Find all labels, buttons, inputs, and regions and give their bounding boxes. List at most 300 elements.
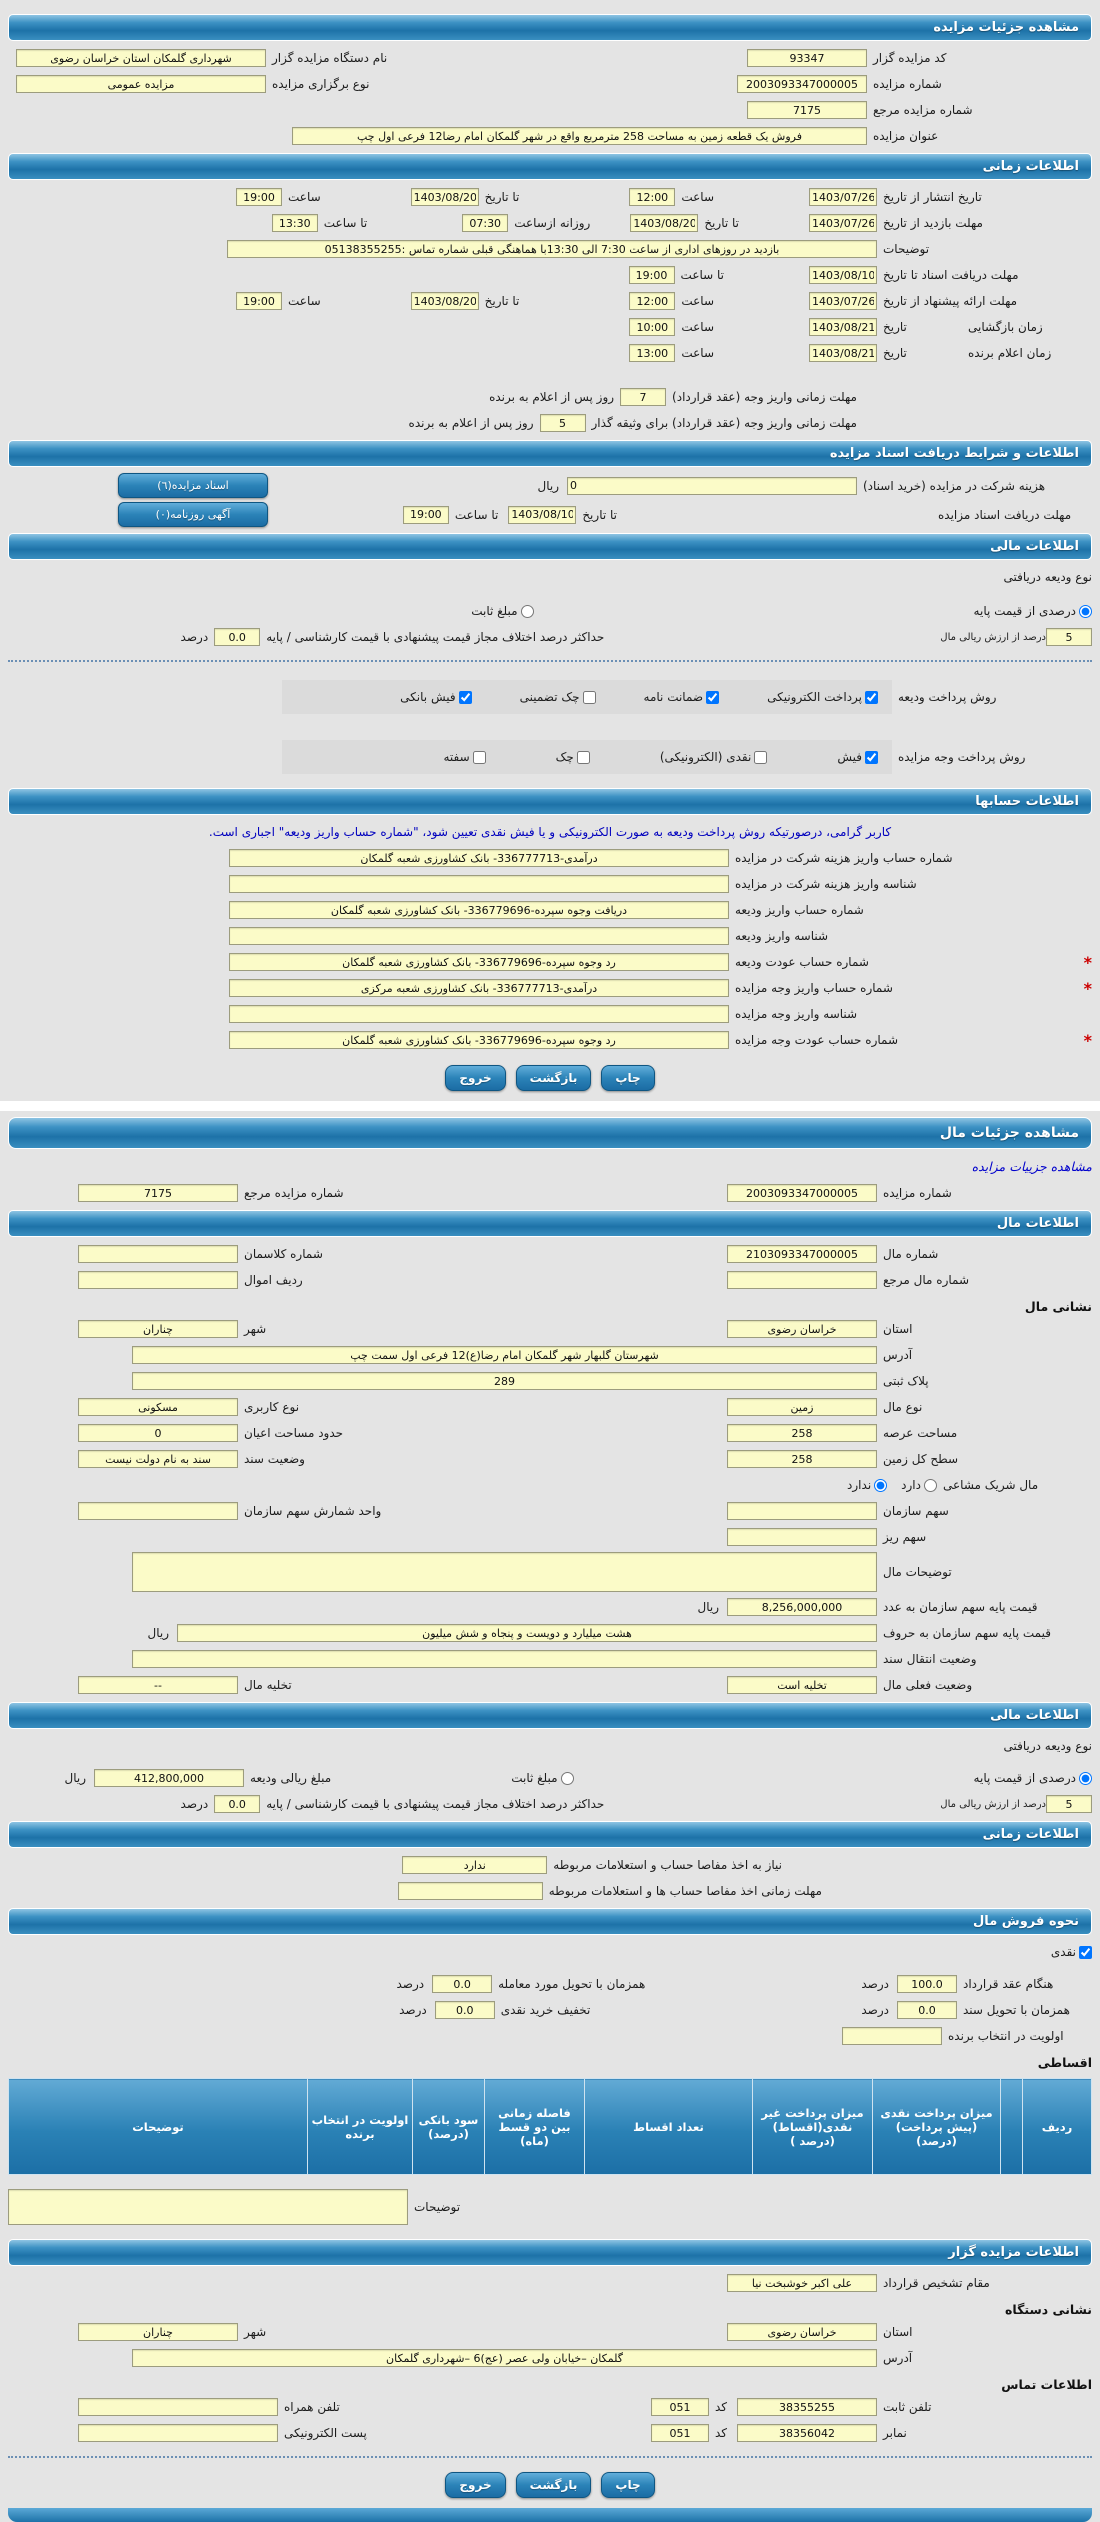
land-area-row bbox=[8, 1422, 1092, 1444]
deed-delivery-label: همزمان با تحویل سند bbox=[963, 2003, 1070, 2017]
publish-from-time-input[interactable] bbox=[629, 188, 675, 206]
to-date-label: تا تاریخ bbox=[484, 190, 520, 204]
to-date-label: تا تاریخ bbox=[484, 294, 520, 308]
item-ref-number-row bbox=[8, 1269, 1092, 1291]
joint-owner-yes-radio[interactable] bbox=[901, 1478, 937, 1492]
section-header-sale-method: نحوه فروش مال bbox=[8, 1908, 1092, 1935]
panel1-buttons bbox=[8, 1065, 1092, 1091]
electronic-payment-checkbox[interactable] bbox=[767, 690, 878, 704]
seller-address-input[interactable] bbox=[132, 2349, 877, 2367]
seller-province-row bbox=[8, 2321, 1092, 2343]
check-label: چک bbox=[555, 750, 574, 764]
seller-province-label: استان bbox=[883, 2325, 913, 2339]
auction-payment-account-input[interactable] bbox=[229, 979, 729, 997]
deposit-type-label-2: نوع ودیعه دریافتی bbox=[1003, 1739, 1092, 1753]
auction-number-label: شماره مزایده bbox=[873, 77, 942, 91]
to-date-label: تا تاریخ bbox=[704, 216, 739, 230]
col-blank bbox=[1001, 2079, 1023, 2175]
hour-label: ساعت bbox=[681, 320, 714, 334]
seller-city-input[interactable] bbox=[78, 2323, 238, 2341]
check-checkbox[interactable] bbox=[556, 750, 590, 764]
rial-label: ریال bbox=[64, 1771, 87, 1785]
auction-title-row bbox=[8, 125, 1092, 147]
view-auction-details-link[interactable]: مشاهده جزییات مزایده bbox=[971, 1159, 1092, 1174]
auction-number-input[interactable] bbox=[737, 75, 867, 93]
contract-percent-row bbox=[8, 1973, 1092, 1995]
item-number-row bbox=[8, 1243, 1092, 1265]
seller-province-input[interactable] bbox=[727, 2323, 877, 2341]
auction-code-label: کد مزایده گزار bbox=[873, 51, 947, 65]
fee-deposit-id-label: شناسه واریز هزینه شرکت در مزایده bbox=[735, 877, 917, 891]
auction-payment-id-label: شناسه واریز وجه مزایده bbox=[735, 1007, 858, 1021]
check-checkbox-input[interactable] bbox=[577, 751, 590, 764]
clearance-deadline-label: مهلت زمانی اخذ مفاصا حساب ها و استعلامات مربوطه bbox=[548, 1884, 822, 1898]
joint-owner-label: مال شریک مشاعی bbox=[943, 1478, 1039, 1492]
seller-address-subheader: نشانی دستگاه bbox=[1005, 2302, 1092, 2317]
col-bank-interest: سود بانکی (درصد) bbox=[413, 2079, 485, 2175]
account-row bbox=[8, 899, 1092, 921]
usage-type-input[interactable] bbox=[78, 1398, 238, 1416]
offer-from-date-input[interactable] bbox=[809, 292, 877, 310]
auction-ref-input[interactable] bbox=[747, 101, 867, 119]
item-type-row bbox=[8, 1396, 1092, 1418]
item-ref-number-input[interactable] bbox=[727, 1271, 877, 1289]
back-button[interactable]: بازگشت bbox=[516, 1065, 592, 1091]
item-address-subheader: نشانی مال bbox=[1024, 1299, 1092, 1314]
percent-of-base-radio-2-label: درصدی از قیمت پایه bbox=[973, 1771, 1076, 1785]
promissory-note-checkbox-input[interactable] bbox=[473, 751, 486, 764]
joint-owner-no-radio[interactable] bbox=[847, 1478, 887, 1492]
percent-label: درصد bbox=[399, 2003, 427, 2017]
deposit-percent-row-2 bbox=[8, 1793, 1092, 1815]
land-area-input[interactable] bbox=[727, 1424, 877, 1442]
account-row bbox=[8, 925, 1092, 947]
fax-label: نمابر bbox=[883, 2426, 907, 2440]
base-price-words-label: قیمت پایه سهم سازمان به حروف bbox=[883, 1626, 1051, 1640]
deposit-method-row bbox=[8, 680, 1092, 714]
auction-type-input[interactable] bbox=[16, 75, 266, 93]
auction-code-row bbox=[8, 47, 1092, 69]
winner-time-label: زمان اعلام برنده bbox=[968, 346, 1052, 360]
contract-pay-days-label: مهلت زمانی واریز وجه (عقد قرارداد) bbox=[672, 390, 857, 404]
section-header-accounts-info: اطلاعات حسابها bbox=[8, 788, 1092, 815]
base-price-words-row bbox=[8, 1622, 1092, 1644]
seller-city-label: شهر bbox=[244, 2325, 267, 2339]
deposit-type-row-2 bbox=[8, 1735, 1092, 1757]
col-installment-count: تعداد اقساط bbox=[585, 2079, 753, 2175]
item-current-status-label: وضعیت فعلی مال bbox=[883, 1678, 973, 1692]
usage-type-label: نوع کاربری bbox=[244, 1400, 300, 1414]
evacuation-label: تخلیه مال bbox=[244, 1678, 292, 1692]
opening-time-label: زمان بازگشایی bbox=[968, 320, 1043, 334]
delivery-percent-input[interactable] bbox=[432, 1975, 492, 1993]
offer-to-date-input[interactable] bbox=[411, 292, 479, 310]
mobile-label: تلفن همراه bbox=[284, 2400, 340, 2414]
offer-from-time-input[interactable] bbox=[629, 292, 675, 310]
guarantee-letter-label: ضمانت نامه bbox=[643, 690, 704, 704]
item-ref-number-label: شماره مال مرجع bbox=[883, 1273, 970, 1287]
item-type-input[interactable] bbox=[727, 1398, 877, 1416]
winner-announce-time-input[interactable] bbox=[629, 344, 675, 362]
docs-deadline-date-input[interactable] bbox=[809, 266, 877, 284]
deposit-amount-label: مبلغ ریالی ودیعه bbox=[250, 1771, 332, 1785]
joint-owner-row bbox=[8, 1474, 1092, 1496]
contract-authority-input[interactable] bbox=[727, 2274, 877, 2292]
auction-payment-method-row bbox=[8, 740, 1092, 774]
daily-from-hour-label: روزانه ازساعت bbox=[514, 216, 591, 230]
fixed-amount-radio-label: مبلغ ثابت bbox=[471, 604, 518, 618]
deed-delivery-input[interactable] bbox=[897, 2001, 957, 2019]
max-diff-label: حداکثر درصد اختلاف مجاز قیمت پیشنهادی با قیمت کارشناسی / پایه bbox=[266, 630, 605, 644]
bank-slip-checkbox[interactable] bbox=[400, 690, 471, 704]
joint-owner-yes-radio-input[interactable] bbox=[924, 1479, 937, 1492]
section-header-seller-info: اطلاعات مزایده گزار bbox=[8, 2239, 1092, 2266]
offer-to-time-input[interactable] bbox=[236, 292, 282, 310]
cash-sale-row bbox=[8, 1941, 1092, 1963]
deposit-percent-input-2[interactable] bbox=[1046, 1795, 1092, 1813]
print-button[interactable]: چاپ bbox=[601, 2472, 654, 2498]
docs-receive-date-input[interactable] bbox=[508, 506, 576, 524]
col-noncash-payment: میزان پرداخت غیر نقدی(اقساط) (درصد ) bbox=[753, 2079, 873, 2175]
time-desc-label: توضیحات bbox=[883, 242, 930, 256]
docs-deadline-label: مهلت دریافت اسناد تا تاریخ bbox=[883, 268, 1019, 282]
docs-receive-deadline-label: مهلت دریافت اسناد مزایده bbox=[938, 507, 1072, 522]
fixed-amount-radio[interactable] bbox=[471, 604, 533, 618]
section-header-item-details: مشاهده جزئیات مال bbox=[8, 1117, 1092, 1149]
joint-owner-yes-label: دارد bbox=[901, 1478, 921, 1492]
deposit-percent-row bbox=[8, 626, 1092, 648]
exit-button[interactable]: خروج bbox=[445, 1065, 505, 1091]
auction-type-label: نوع برگزاری مزایده bbox=[272, 77, 370, 91]
email-label: پست الکترونیکی bbox=[284, 2426, 367, 2440]
item-address-label: آدرس bbox=[883, 1348, 913, 1362]
hour-label: ساعت bbox=[288, 190, 321, 204]
docs-receive-time-input[interactable] bbox=[403, 506, 449, 524]
percent-of-base-radio-input[interactable] bbox=[1079, 605, 1092, 618]
fixed-amount-radio-2-label: مبلغ ثابت bbox=[511, 1771, 558, 1785]
visit-to-time-input[interactable] bbox=[272, 214, 318, 232]
percent-label: درصد bbox=[180, 1797, 209, 1811]
auction-ref-label: شماره مزایده مرجع bbox=[873, 103, 973, 117]
opening-date-input[interactable] bbox=[809, 318, 877, 336]
deposit-percent-input[interactable] bbox=[1046, 628, 1092, 646]
email-input[interactable] bbox=[78, 2424, 278, 2442]
publish-to-date-input[interactable] bbox=[411, 188, 479, 206]
winner-priority-row bbox=[8, 2025, 1092, 2047]
visit-date-row bbox=[8, 212, 1092, 234]
clearance-needed-label: نیاز به اخذ مفاصا حساب و استعلامات مربوطه bbox=[553, 1858, 782, 1872]
panel2-buttons bbox=[8, 2472, 1092, 2498]
fee-deposit-account-label: شماره حساب واریز هزینه شرکت در مزایده bbox=[735, 851, 953, 865]
deposit-amount-input[interactable] bbox=[94, 1769, 244, 1787]
item-auction-ref-input[interactable] bbox=[78, 1184, 238, 1202]
phone-code-input[interactable] bbox=[651, 2398, 709, 2416]
slip-checkbox-input[interactable] bbox=[865, 751, 878, 764]
base-price-words-input[interactable] bbox=[177, 1624, 877, 1642]
to-hour-label: تا ساعت bbox=[454, 507, 499, 522]
fax-input[interactable] bbox=[737, 2424, 877, 2442]
accounts-notice: کاربر گرامی، درصورتیکه روش پرداخت ودیعه به صورت الکترونیکی و یا فیش نقدی تعیین شود، "شماره حساب واریز ودیعه" اجباری است. bbox=[208, 825, 892, 839]
hour-label: ساعت bbox=[681, 346, 714, 360]
mobile-input[interactable] bbox=[78, 2398, 278, 2416]
docs-receive-deadline-row bbox=[8, 502, 1092, 527]
offer-date-row bbox=[8, 290, 1092, 312]
auction-payment-method-label: روش پرداخت وجه مزایده bbox=[898, 750, 1026, 764]
item-province-input[interactable] bbox=[727, 1320, 877, 1338]
time-desc-input[interactable] bbox=[227, 240, 877, 258]
guarantee-letter-checkbox[interactable] bbox=[644, 690, 720, 704]
cash-sale-checkbox[interactable] bbox=[1051, 1945, 1092, 1959]
opening-time-input[interactable] bbox=[629, 318, 675, 336]
auction-refund-account-label: شماره حساب عودت وجه مزایده bbox=[735, 1033, 899, 1047]
seller-address-label: آدرس bbox=[883, 2351, 913, 2365]
slip-checkbox[interactable] bbox=[837, 750, 878, 764]
percent-label: درصد bbox=[180, 630, 209, 644]
rial-label: ریال bbox=[537, 478, 559, 493]
deed-transfer-input[interactable] bbox=[132, 1650, 877, 1668]
section-header-item-info: اطلاعات مال bbox=[8, 1210, 1092, 1237]
certified-check-checkbox[interactable] bbox=[520, 690, 596, 704]
item-city-input[interactable] bbox=[78, 1320, 238, 1338]
phone-row bbox=[8, 2396, 1092, 2418]
electronic-payment-checkbox-input[interactable] bbox=[865, 691, 878, 704]
cash-discount-input[interactable] bbox=[435, 2001, 495, 2019]
classification-number-label: شماره کلاسمان bbox=[244, 1247, 323, 1261]
seller-address-row bbox=[8, 2347, 1092, 2369]
deposit-account-input[interactable] bbox=[229, 901, 729, 919]
account-row bbox=[8, 1003, 1092, 1025]
hour-label: ساعت bbox=[288, 294, 321, 308]
item-address-row bbox=[8, 1344, 1092, 1366]
fee-deposit-id-input[interactable] bbox=[229, 875, 729, 893]
publish-from-date-input[interactable] bbox=[809, 188, 877, 206]
section-header-docs-conditions: اطلاعات و شرایط دریافت اسناد مزایده bbox=[8, 440, 1092, 467]
bank-slip-label: فیش بانکی bbox=[400, 690, 456, 704]
winner-time-row bbox=[8, 342, 1092, 364]
sub-share-label: سهم ریز bbox=[883, 1530, 927, 1544]
visit-from-time-input[interactable] bbox=[462, 214, 508, 232]
date-label: تاریخ bbox=[883, 320, 907, 334]
deposit-refund-account-input[interactable] bbox=[229, 953, 729, 971]
deposit-percent-label-2: درصد از ارزش ریالی مال bbox=[940, 1798, 1046, 1810]
contract-authority-label: مقام تشخیص قرارداد bbox=[883, 2276, 990, 2290]
publish-to-time-input[interactable] bbox=[236, 188, 282, 206]
account-row bbox=[8, 977, 1092, 999]
item-auction-number-label: شماره مزایده bbox=[883, 1186, 952, 1200]
participation-fee-input[interactable] bbox=[567, 477, 857, 495]
offer-date-label: مهلت ارائه پیشنهاد از تاریخ bbox=[883, 294, 1018, 308]
registration-plate-input[interactable] bbox=[132, 1372, 877, 1390]
back-button[interactable]: بازگشت bbox=[516, 2472, 592, 2498]
sub-share-row bbox=[8, 1526, 1092, 1548]
visit-from-date-input[interactable] bbox=[809, 214, 877, 232]
item-address-input[interactable] bbox=[132, 1346, 877, 1364]
promissory-note-checkbox[interactable] bbox=[443, 750, 485, 764]
publish-date-row bbox=[8, 186, 1092, 208]
classification-number-input[interactable] bbox=[78, 1245, 238, 1263]
deed-status-label: وضعیت سند bbox=[244, 1452, 305, 1466]
auction-payment-method-group bbox=[282, 740, 892, 774]
sale-desc-textarea[interactable] bbox=[8, 2189, 408, 2225]
percent-label: درصد bbox=[396, 1977, 425, 1991]
cash-electronic-checkbox-input[interactable] bbox=[754, 751, 767, 764]
item-type-label: نوع مال bbox=[883, 1400, 923, 1414]
fixed-amount-radio-2[interactable] bbox=[511, 1771, 573, 1785]
newspaper-ad-button[interactable]: آگهی روزنامه(٠) bbox=[118, 502, 268, 527]
col-cash-payment: میزان پرداخت نقدی (پیش پرداخت) (درصد) bbox=[873, 2079, 1001, 2175]
code-label: کد bbox=[714, 2400, 727, 2414]
slip-label: فیش bbox=[837, 750, 862, 764]
cash-discount-label: تخفیف خرید نقدی bbox=[500, 2003, 591, 2017]
item-province-label: استان bbox=[883, 1322, 913, 1336]
panel-divider bbox=[0, 1101, 1100, 1111]
account-row bbox=[8, 1029, 1092, 1051]
auction-title-input[interactable] bbox=[292, 127, 867, 145]
to-date-label: تا تاریخ bbox=[582, 507, 617, 522]
exit-button[interactable]: خروج bbox=[445, 2472, 505, 2498]
sale-desc-label: توضیحات bbox=[414, 2200, 461, 2214]
deposit-account-label: شماره حساب واریز ودیعه bbox=[735, 903, 864, 917]
guarantee-letter-checkbox-input[interactable] bbox=[706, 691, 719, 704]
contract-pay-days-input[interactable] bbox=[620, 388, 666, 406]
installment-table-header-row bbox=[9, 2079, 1092, 2175]
deposit-percent-label: درصد از ارزش ریالی مال bbox=[940, 631, 1046, 643]
promissory-note-label: سفته bbox=[443, 750, 470, 764]
max-diff-input[interactable] bbox=[214, 628, 260, 646]
col-winner-priority: اولویت در انتخاب برنده bbox=[308, 2079, 413, 2175]
phone-label: تلفن ثابت bbox=[883, 2400, 932, 2414]
item-number-input[interactable] bbox=[727, 1245, 877, 1263]
auction-documents-button[interactable]: اسناد مزایده(٦) bbox=[118, 473, 268, 498]
col-row-number: ردیف bbox=[1023, 2079, 1092, 2175]
electronic-payment-label: پرداخت الکترونیکی bbox=[767, 690, 862, 704]
section-header-auction-details: مشاهده جزئیات مزایده bbox=[8, 14, 1092, 41]
item-number-label: شماره مال bbox=[883, 1247, 939, 1261]
cash-electronic-checkbox[interactable] bbox=[660, 750, 768, 764]
rial-label: ریال bbox=[697, 1600, 719, 1614]
share-unit-input[interactable] bbox=[78, 1502, 238, 1520]
org-name-label: نام دستگاه مزایده گزار bbox=[272, 51, 388, 65]
installment-table bbox=[8, 2078, 1092, 2175]
item-current-status-row bbox=[8, 1674, 1092, 1696]
winner-priority-label: اولویت در انتخاب برنده bbox=[948, 2029, 1064, 2043]
certified-check-label: چک تضمینی bbox=[519, 690, 580, 704]
winner-date-input[interactable] bbox=[809, 344, 877, 362]
assets-row-label: ردیف اموال bbox=[244, 1273, 303, 1287]
hour-label: ساعت bbox=[681, 294, 714, 308]
guarantor-pay-days-input[interactable] bbox=[540, 414, 586, 432]
days-after-winner-label: روز پس از اعلام به برنده bbox=[408, 416, 534, 430]
item-auction-number-row bbox=[8, 1182, 1092, 1204]
total-land-input[interactable] bbox=[727, 1450, 877, 1468]
cash-sale-checkbox-input[interactable] bbox=[1079, 1946, 1092, 1959]
assets-row-input[interactable] bbox=[78, 1271, 238, 1289]
joint-owner-no-radio-input[interactable] bbox=[874, 1479, 887, 1492]
participation-fee-row bbox=[8, 473, 1092, 498]
clearance-deadline-row bbox=[8, 1880, 1092, 1902]
contract-signing-input[interactable] bbox=[897, 1975, 957, 1993]
col-description: توضیحات bbox=[9, 2079, 308, 2175]
dotted-divider bbox=[8, 2456, 1092, 2458]
auction-code-input[interactable] bbox=[747, 49, 867, 67]
to-hour-label: تا ساعت bbox=[680, 268, 724, 282]
fixed-amount-radio-2-input[interactable] bbox=[561, 1772, 574, 1785]
guarantor-pay-days-label: مهلت زمانی واریز وجه (عقد قرارداد) برای وثیقه گذار bbox=[591, 416, 857, 430]
docs-deadline-row bbox=[8, 264, 1092, 286]
auction-payment-id-input[interactable] bbox=[229, 1005, 729, 1023]
percent-of-base-radio-label: درصدی از قیمت پایه bbox=[973, 604, 1076, 618]
deposit-type-row bbox=[8, 566, 1092, 588]
phone-input[interactable] bbox=[737, 2398, 877, 2416]
contract-signing-label: هنگام عقد قرارداد bbox=[963, 1977, 1054, 1991]
percent-of-base-radio-2[interactable] bbox=[974, 1771, 1092, 1785]
deed-status-input[interactable] bbox=[78, 1450, 238, 1468]
visit-date-label: مهلت بازدید از تاریخ bbox=[883, 216, 983, 230]
deposit-id-input[interactable] bbox=[229, 927, 729, 945]
org-name-input[interactable] bbox=[16, 49, 266, 67]
clearance-deadline-input[interactable] bbox=[398, 1882, 543, 1900]
winner-priority-input[interactable] bbox=[842, 2027, 942, 2045]
sub-share-input[interactable] bbox=[727, 1528, 877, 1546]
docs-deadline-time-input[interactable] bbox=[629, 266, 675, 284]
auction-refund-account-input[interactable] bbox=[229, 1031, 729, 1049]
col-installment-interval: فاصله زمانی بین دو قسط (ماه) bbox=[485, 2079, 585, 2175]
org-share-input[interactable] bbox=[727, 1502, 877, 1520]
clearance-needed-row bbox=[8, 1854, 1092, 1876]
item-auction-ref-label: شماره مزایده مرجع bbox=[244, 1186, 344, 1200]
visit-to-date-input[interactable] bbox=[630, 214, 698, 232]
opening-time-row bbox=[8, 316, 1092, 338]
footer-bar bbox=[8, 2508, 1092, 2522]
publish-date-label: تاریخ انتشار از تاریخ bbox=[883, 190, 982, 204]
building-area-input[interactable] bbox=[78, 1424, 238, 1442]
item-current-status-input[interactable] bbox=[727, 1676, 877, 1694]
date-label: تاریخ bbox=[883, 346, 907, 360]
percent-of-base-radio-2-input[interactable] bbox=[1079, 1772, 1092, 1785]
print-button[interactable]: چاپ bbox=[601, 1065, 654, 1091]
max-diff-input-2[interactable] bbox=[214, 1795, 260, 1813]
item-desc-textarea[interactable] bbox=[132, 1552, 877, 1592]
item-desc-row bbox=[8, 1552, 1092, 1592]
base-price-number-label: قیمت پایه سهم سازمان به عدد bbox=[883, 1600, 1038, 1614]
org-share-row bbox=[8, 1500, 1092, 1522]
deposit-method-label: روش پرداخت ودیعه bbox=[898, 690, 997, 704]
required-marker: * bbox=[1083, 1030, 1092, 1050]
sale-desc-row bbox=[8, 2189, 1092, 2225]
item-city-label: شهر bbox=[244, 1322, 267, 1336]
fee-deposit-account-input[interactable] bbox=[229, 849, 729, 867]
required-marker: * bbox=[1083, 952, 1092, 972]
deposit-type-options-row bbox=[8, 600, 1092, 622]
fax-code-input[interactable] bbox=[651, 2424, 709, 2442]
percent-of-base-radio[interactable] bbox=[974, 604, 1092, 618]
clearance-needed-input[interactable] bbox=[402, 1856, 547, 1874]
guarantor-pay-days-row bbox=[8, 412, 857, 434]
certified-check-checkbox-input[interactable] bbox=[583, 691, 596, 704]
deposit-refund-account-label: شماره حساب عودت ودیعه bbox=[735, 955, 869, 969]
base-price-number-input[interactable] bbox=[727, 1598, 877, 1616]
percent-label: درصد bbox=[861, 2003, 889, 2017]
item-auction-number-input[interactable] bbox=[727, 1184, 877, 1202]
item-desc-label: توضیحات مال bbox=[883, 1565, 952, 1579]
days-after-winner-label: روز پس از اعلام به برنده bbox=[489, 390, 615, 404]
fixed-amount-radio-input[interactable] bbox=[521, 605, 534, 618]
max-diff-label-2: حداکثر درصد اختلاف مجاز قیمت پیشنهادی با قیمت کارشناسی / پایه bbox=[266, 1797, 605, 1811]
land-area-label: مساحت عرصه bbox=[883, 1426, 958, 1440]
bank-slip-checkbox-input[interactable] bbox=[459, 691, 472, 704]
account-row bbox=[8, 951, 1092, 973]
evacuation-input[interactable] bbox=[78, 1676, 238, 1694]
